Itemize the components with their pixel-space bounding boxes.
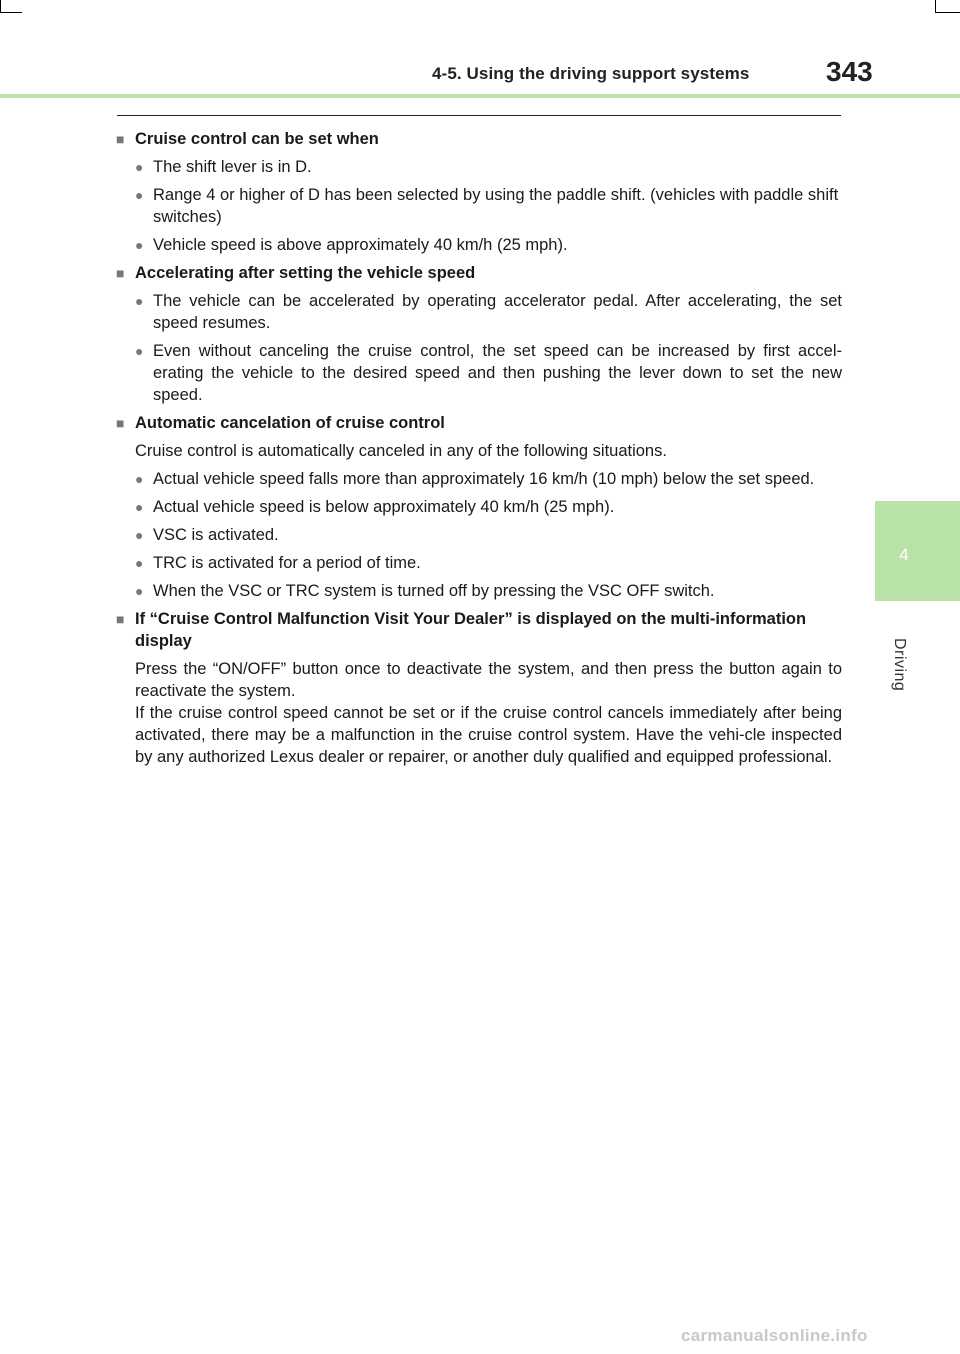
list-item (116, 340, 842, 406)
list-item (116, 234, 842, 256)
heading-text: Accelerating after setting the vehicle speed (135, 264, 476, 282)
list-item-text: Actual vehicle speed is below approximately 40 km/h (25 mph). (153, 498, 615, 516)
list-item (116, 290, 842, 334)
section-heading (116, 128, 842, 150)
square-bullet-icon: ■ (116, 131, 125, 147)
square-bullet-icon: ■ (116, 265, 125, 281)
round-bullet-icon: ● (135, 237, 144, 253)
chapter-tab (875, 501, 960, 601)
round-bullet-icon: ● (135, 159, 144, 175)
list-item (116, 552, 842, 574)
round-bullet-icon: ● (135, 555, 144, 571)
section-heading (116, 262, 842, 284)
round-bullet-icon: ● (135, 293, 144, 309)
list-item-text: Even without canceling the cruise control, the set speed can be increased by first accel-erating the vehicle to the desired speed and then pushing the lever down to set the new speed. (153, 342, 842, 404)
heading-text: Cruise control can be set when (135, 130, 379, 148)
square-bullet-icon: ■ (116, 611, 125, 627)
chapter-number: 4 (899, 545, 909, 564)
list-item (116, 496, 842, 518)
page-number: 343 (826, 56, 873, 87)
list-item-text: Range 4 or higher of D has been selected by using the paddle shift. (vehicles with paddle shift switches) (153, 186, 839, 226)
list-item (116, 156, 842, 178)
round-bullet-icon: ● (135, 499, 144, 515)
list-item-text: The shift lever is in D. (153, 158, 312, 176)
crop-mark (0, 0, 1, 12)
watermark: carmanualsonline.info (681, 1326, 868, 1345)
page-content (116, 128, 842, 768)
heading-text: If “Cruise Control Malfunction Visit Your Dealer” is displayed on the multi-information display (135, 610, 807, 650)
body-paragraph: Press the “ON/OFF” button once to deactivate the system, and then press the button again to reactivate the system. (135, 660, 842, 700)
list-item-text: When the VSC or TRC system is turned off by pressing the VSC OFF switch. (153, 582, 715, 600)
section-heading (116, 608, 842, 652)
section-intro: Cruise control is automatically canceled in any of the following situations. (135, 442, 667, 460)
heading-text: Automatic cancelation of cruise control (135, 414, 445, 432)
content-top-rule (117, 115, 841, 116)
section-title: 4-5. Using the driving support systems (432, 64, 750, 83)
round-bullet-icon: ● (135, 471, 144, 487)
body-paragraph: If the cruise control speed cannot be set or if the cruise control cancels immediately after being activated, there may be a malfunction in the cruise control system. Have the vehi-cle inspected by any authorized Lexus dealer or repairer, or another duly qualified and equipped professional. (135, 704, 842, 766)
round-bullet-icon: ● (135, 583, 144, 599)
list-item (116, 580, 842, 602)
list-item-text: VSC is activated. (153, 526, 279, 544)
header-divider (0, 94, 960, 98)
crop-mark (0, 12, 22, 13)
crop-mark (935, 0, 936, 12)
list-item (116, 468, 842, 490)
chapter-label: Driving (891, 638, 908, 692)
section-heading (116, 412, 842, 434)
list-item-text: TRC is activated for a period of time. (153, 554, 421, 572)
crop-mark (935, 12, 960, 13)
square-bullet-icon: ■ (116, 415, 125, 431)
round-bullet-icon: ● (135, 527, 144, 543)
round-bullet-icon: ● (135, 187, 144, 203)
list-item (116, 524, 842, 546)
list-item-text: Actual vehicle speed falls more than approximately 16 km/h (10 mph) below the set speed. (153, 470, 815, 488)
list-item (116, 184, 842, 228)
round-bullet-icon: ● (135, 343, 144, 359)
list-item-text: Vehicle speed is above approximately 40 km/h (25 mph). (153, 236, 568, 254)
list-item-text: The vehicle can be accelerated by operating accelerator pedal. After accelerating, the set speed resumes. (153, 292, 842, 332)
